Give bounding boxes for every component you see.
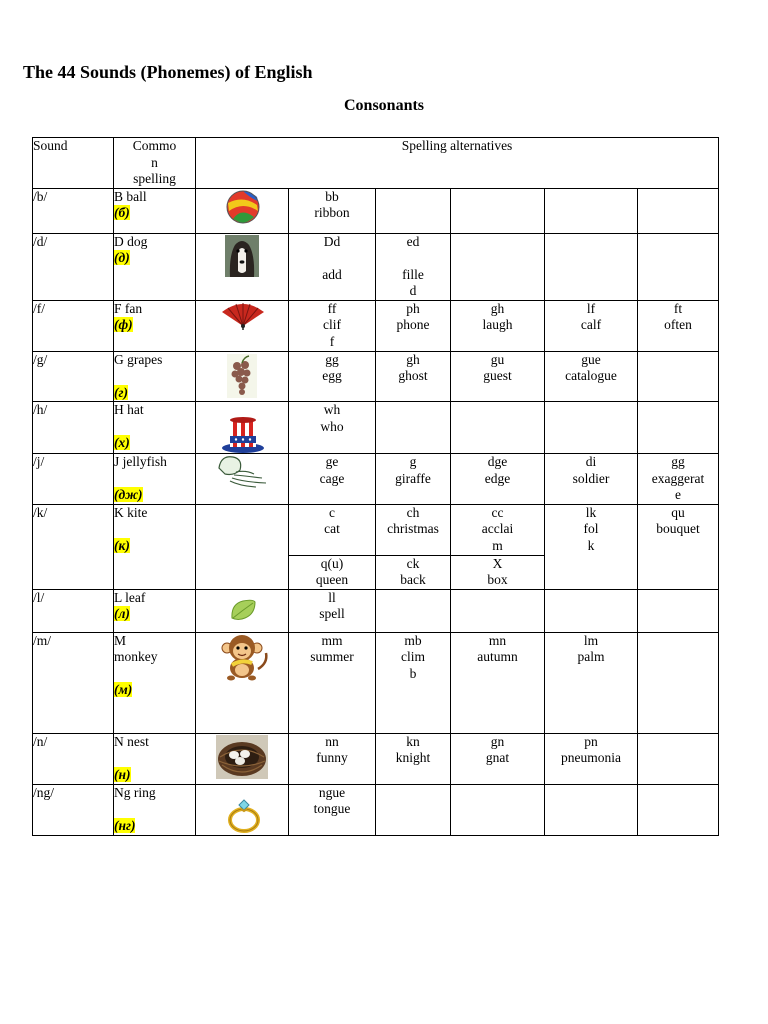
alt-grapheme: ngue [318,784,346,800]
ball-icon [224,189,262,225]
alt-grapheme: gu [490,351,505,367]
alt-example: knight [395,750,431,765]
empty-cell [638,233,719,300]
common-word: monkey [114,649,158,664]
spelling-alt-cell [451,632,545,733]
translit-label: (ф) [114,317,133,332]
alt-grapheme: ed [406,233,420,249]
sound-cell: /h/ [33,402,114,454]
spelling-alt-cell [289,733,376,784]
spelling-alt-cell [451,504,545,555]
empty-cell [376,188,451,233]
alt-example: ghost [398,368,428,383]
empty-cell [376,784,451,835]
alt-grapheme: c [329,504,335,520]
alt-grapheme: mm [321,632,343,648]
alt-example: catalogue [565,368,617,383]
empty-cell [545,233,638,300]
alt-grapheme: ft [673,300,683,316]
alt-grapheme: pn [584,733,598,749]
document-title: The 44 Sounds (Phonemes) of English [23,62,313,82]
common-spelling-cell [114,300,196,351]
empty-cell [451,784,545,835]
picture-cell [196,589,289,632]
header-sound: Sound [33,138,114,189]
empty-cell [376,589,451,632]
spelling-alt-cell [289,454,376,505]
sound-cell: /d/ [33,233,114,300]
spelling-alt-cell [638,454,719,505]
alt-grapheme: lm [583,632,599,648]
alt-example: ribbon [314,205,350,220]
empty-cell [545,589,638,632]
sound-cell: /b/ [33,188,114,233]
table-row [33,504,719,555]
alt-example: christmas [387,521,439,536]
alt-grapheme: gh [406,351,420,367]
alt-example: laugh [482,317,513,332]
empty-cell [545,402,638,454]
alt-grapheme: ck [406,555,420,571]
spelling-alt-cell [451,454,545,505]
header-common-part: Commo [132,138,177,153]
header-spelling-alternatives: Spelling alternatives [196,138,719,189]
table-row [33,351,719,402]
table-row [33,632,719,733]
table-row [33,733,719,784]
empty-cell [451,589,545,632]
table-row [33,233,719,300]
sound-cell: /n/ [33,733,114,784]
spelling-alt-cell [545,733,638,784]
alt-example: exaggerat [651,470,705,486]
spelling-alt-cell [289,233,376,300]
picture-cell [196,300,289,351]
alt-example: palm [577,649,605,664]
ring-icon [226,797,264,835]
spelling-alt-cell [289,188,376,233]
alt-example: pneumonia [561,750,621,765]
alt-grapheme: kn [406,733,420,749]
table-row [33,589,719,632]
common-word: L leaf [114,589,146,605]
common-spelling-cell [114,733,196,784]
alt-grapheme: ff [327,300,337,316]
alt-grapheme: gg [325,351,339,367]
alt-grapheme: q(u) [320,555,344,571]
alt-grapheme: nn [325,733,339,749]
spelling-alt-cell [289,632,376,733]
empty-cell [638,632,719,733]
alt-example: often [664,317,692,332]
sound-cell: /k/ [33,504,114,589]
alt-example: bouquet [656,521,700,536]
leaf-icon [229,598,257,622]
common-spelling-cell [114,233,196,300]
spelling-alt-cell [376,504,451,555]
alt-grapheme: lk [585,504,597,520]
alt-example: d [409,283,417,298]
empty-cell [638,589,719,632]
fan-icon [220,302,266,330]
common-spelling-cell [114,351,196,402]
alt-grapheme: gue [581,351,601,367]
alt-example: back [400,572,426,587]
alt-grapheme: cc [491,504,504,520]
picture-cell [196,402,289,454]
alt-grapheme: ch [406,504,420,520]
picture-cell [196,784,289,835]
empty-cell [638,351,719,402]
spelling-alt-cell [289,784,376,835]
alt-example: e [675,487,682,502]
spelling-alt-cell [289,589,376,632]
alt-grapheme: gn [490,733,505,749]
spelling-alt-cell [451,733,545,784]
common-word: G grapes [114,351,163,367]
header-common-part: spelling [133,171,176,186]
alt-example: fol [583,521,599,536]
sound-cell: /l/ [33,589,114,632]
spelling-alt-cell [376,300,451,351]
common-word: Ng ring [114,784,156,800]
alt-grapheme: Dd [323,233,341,249]
empty-cell [451,188,545,233]
alt-grapheme: ge [325,454,339,469]
alt-grapheme: qu [671,504,685,520]
empty-cell [638,733,719,784]
alt-grapheme: g [409,454,417,469]
spelling-alt-cell [376,233,451,300]
common-spelling-cell [114,504,196,589]
common-spelling-cell [114,188,196,233]
alt-example: giraffe [395,470,431,486]
alt-example: funny [316,750,348,765]
header-common-spelling [114,138,196,189]
spelling-alt-cell [376,454,451,505]
sound-cell: /f/ [33,300,114,351]
table-row [33,454,719,505]
alt-grapheme: wh [323,402,341,417]
alt-example: fille [402,266,424,282]
common-spelling-cell [114,454,196,505]
spelling-alt-cell [289,351,376,402]
spelling-alt-cell [451,351,545,402]
empty-cell [638,188,719,233]
spelling-alt-cell [545,454,638,505]
alt-example: summer [310,649,354,664]
alt-grapheme: lf [586,300,596,316]
picture-cell [196,351,289,402]
alt-grapheme: mn [488,632,507,648]
picture-cell [196,504,289,589]
translit-label: (к) [114,537,130,553]
alt-grapheme: dge [487,454,508,469]
empty-cell [638,402,719,454]
alt-example: f [329,333,335,349]
alt-example [376,250,450,267]
alt-example: egg [322,368,342,383]
alt-example: clif [323,317,341,332]
common-spelling-cell [114,784,196,835]
alt-example: b [409,665,417,681]
translit-label: (м) [114,682,133,697]
alt-example [289,250,375,267]
empty-cell [545,784,638,835]
jellyfish-icon [216,454,272,490]
alt-grapheme: ph [406,300,420,316]
translit-label: (нг) [114,817,136,833]
alt-example: m [492,537,503,553]
spelling-alt-cell [376,351,451,402]
spelling-alt-cell [545,632,638,733]
translit-label: (л) [114,606,130,621]
alt-grapheme: X [492,555,503,571]
picture-cell [196,632,289,733]
spelling-alt-cell [376,632,451,733]
common-spelling-cell [114,589,196,632]
empty-cell [451,233,545,300]
spelling-alt-cell [289,504,376,555]
phonemes-table [32,137,719,836]
alt-example: k [587,537,595,553]
alt-example: add [322,266,342,282]
picture-cell [196,454,289,505]
alt-example: phone [396,317,430,332]
table-row [33,188,719,233]
alt-example: box [487,572,508,587]
translit-label: (х) [114,435,130,450]
alt-example: calf [580,317,602,332]
grapes-icon [227,354,257,398]
common-word: M [114,632,127,648]
spelling-alt-cell [638,300,719,351]
translit-label: (дж) [114,487,143,502]
common-word: D dog [114,233,148,249]
spelling-alt-cell [451,555,545,589]
alt-example: spell [319,606,345,621]
header-common-part: n [151,154,158,170]
alt-grapheme: gh [490,300,505,316]
alt-example: cat [324,521,340,536]
sound-cell: /ng/ [33,784,114,835]
translit-label: (н) [114,766,131,782]
alt-grapheme: mb [404,632,422,648]
alt-example: tongue [313,801,351,816]
alt-example: autumn [477,649,518,664]
alt-example: clim [401,649,425,664]
dog-icon [225,235,259,277]
alt-example: who [320,418,344,434]
sound-cell: /j/ [33,454,114,505]
alt-grapheme: bb [325,188,339,204]
alt-grapheme: di [585,454,597,469]
common-word: B ball [114,188,147,204]
sound-cell: /m/ [33,632,114,733]
alt-example: cage [319,470,345,486]
header-row [33,138,719,189]
section-title: Consonants [343,97,425,114]
spelling-alt-cell [289,555,376,589]
common-word: J jellyfish [114,454,167,469]
nest-icon [216,735,268,779]
hat-icon [221,416,265,454]
table-row [33,300,719,351]
translit-label: (д) [114,250,130,265]
alt-example: queen [315,572,349,587]
spelling-alt-cell [545,300,638,351]
picture-cell [196,233,289,300]
spelling-alt-cell [289,402,376,454]
spelling-alt-cell [451,300,545,351]
alt-example: guest [483,368,512,383]
spelling-alt-cell [289,300,376,351]
empty-cell [376,402,451,454]
monkey-icon [218,633,270,681]
common-spelling-cell [114,632,196,733]
alt-grapheme: gg [671,454,685,469]
alt-grapheme: ll [328,589,336,605]
spelling-alt-cell [376,733,451,784]
table-row [33,402,719,454]
common-spelling-cell [114,402,196,454]
alt-example: edge [484,470,511,486]
common-word: K kite [114,504,148,520]
translit-label: (г) [114,384,128,400]
common-word: F fan [114,300,143,316]
spelling-alt-cell [638,504,719,589]
spelling-alt-cell [545,504,638,589]
alt-example: soldier [572,470,610,486]
table-row [33,784,719,835]
common-word: N nest [114,733,149,749]
empty-cell [545,188,638,233]
spelling-alt-cell [545,351,638,402]
picture-cell [196,733,289,784]
sound-cell: /g/ [33,351,114,402]
alt-example: gnat [485,750,510,765]
empty-cell [638,784,719,835]
picture-cell [196,188,289,233]
empty-cell [451,402,545,454]
translit-label: (б) [114,205,130,220]
spelling-alt-cell [376,555,451,589]
alt-example: acclai [481,521,514,536]
common-word: H hat [114,402,144,417]
